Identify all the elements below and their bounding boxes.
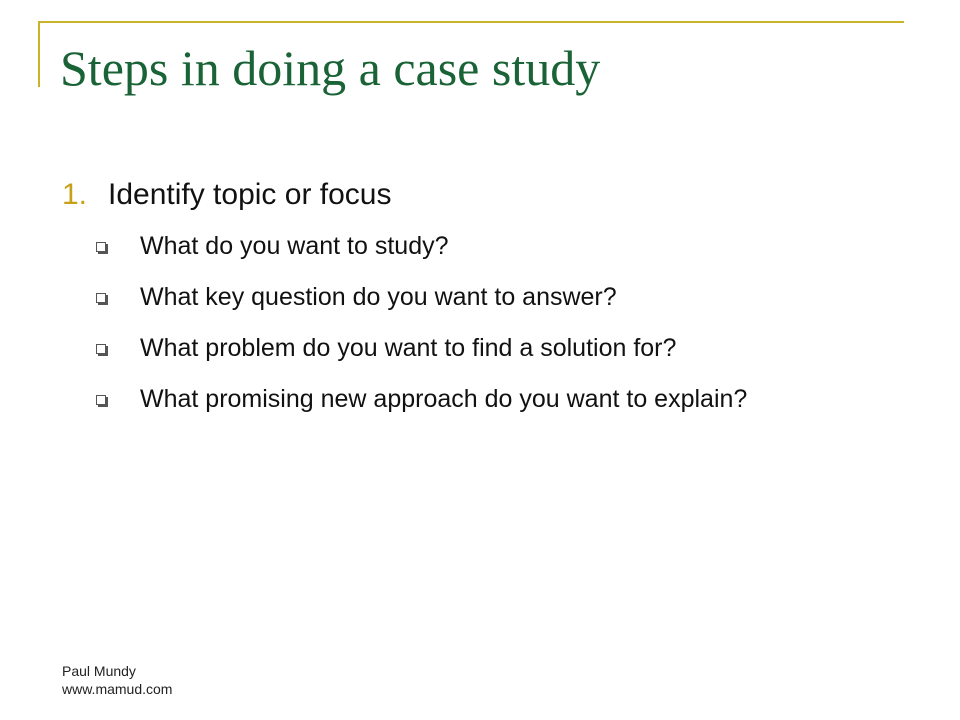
square-bullet-icon — [96, 344, 106, 354]
list-item — [96, 330, 836, 366]
square-bullet-icon — [96, 242, 106, 252]
footer-author: Paul Mundy — [62, 663, 136, 679]
slide-title: Steps in doing a case study — [60, 40, 601, 96]
list-item-text: What key question do you want to answer? — [140, 283, 617, 311]
list-item — [96, 228, 836, 264]
footer-website: www.mamud.com — [62, 681, 173, 697]
step-number: 1. — [62, 178, 88, 211]
square-bullet-icon — [96, 293, 106, 303]
step-heading — [62, 175, 391, 215]
title-left-rule — [38, 21, 40, 87]
list-item — [96, 279, 836, 315]
list-item-text: What promising new approach do you want to explain? — [140, 385, 748, 413]
question-list — [96, 228, 836, 432]
list-item — [96, 381, 836, 417]
square-bullet-icon — [96, 395, 106, 405]
list-item-text: What problem do you want to find a solution for? — [140, 334, 677, 362]
step-label: Identify topic or focus — [108, 178, 392, 211]
title-top-rule — [38, 21, 904, 23]
list-item-text: What do you want to study? — [140, 232, 449, 260]
footer — [62, 662, 172, 698]
